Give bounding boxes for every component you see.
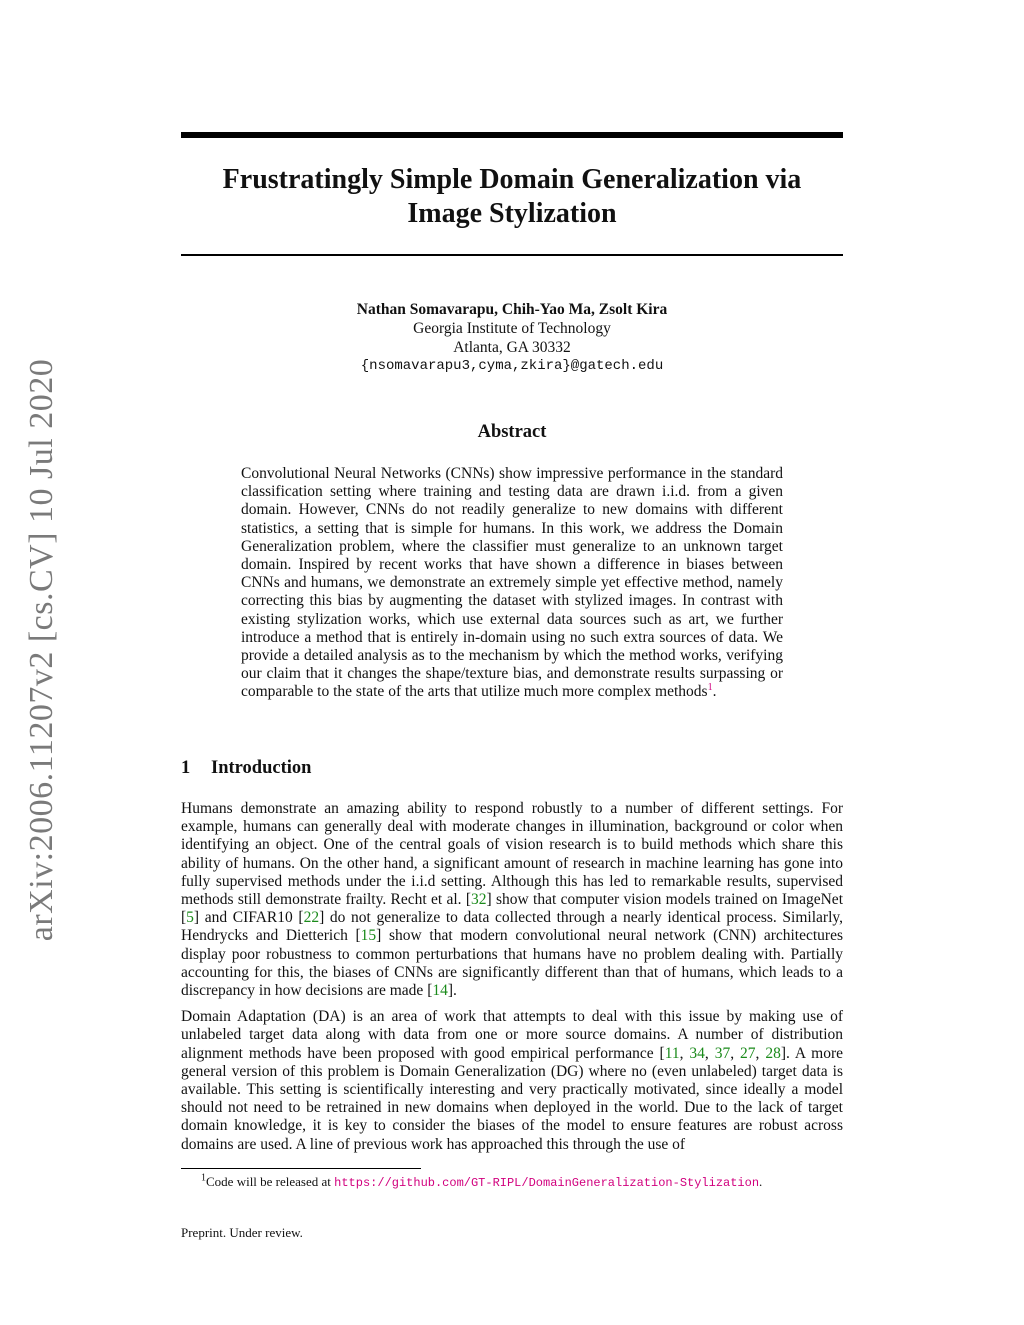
preprint-notice: Preprint. Under review. [181, 1225, 303, 1240]
text-span: ]. A more general version of this problem is Domain Generalization (DG) where no (even unlabeled) target data is available. This setting is scientifically interesting and very practically motivated, since ideally a model should not need to be retrained in new domains when deployed in the world. Due to the lack of target domain knowledge, it is key to consider the biases of the model to ensure features are robust across domains are used. A line of previous work has approached this through the use of [181, 1044, 844, 1153]
paragraph-1 [181, 800, 843, 1000]
text-span: Domain Adaptation (DA) is an area of work that attempts to deal with this issue by making use of unlabeled target data along with data from one or more source domains. A number of distribution alignment methods have been proposed with good empirical performance [ [181, 1008, 843, 1062]
paper-title [181, 163, 843, 231]
citation-sep: , [679, 1044, 690, 1062]
section-number: 1 [181, 758, 191, 778]
citation-link[interactable]: 32 [471, 891, 487, 909]
footnote-text: Code will be released at [206, 1174, 335, 1189]
author-affiliation: Georgia Institute of Technology [413, 320, 611, 337]
section-title: Introduction [211, 758, 312, 778]
text-span: ] show that modern convolutional neural network (CNN) architectures display poor robustness to common perturbations that humans have no problem dealing with. Partially accounting for this, the biases of CNNs are significantly different than that of humans, which leads to a discrepancy in how decisions are made [ [181, 927, 843, 1000]
footnote-url-link[interactable]: https://github.com/GT-RIPL/DomainGeneralization-Stylization [334, 1176, 760, 1190]
title-line-2: Image Stylization [407, 198, 617, 229]
citation-link[interactable]: 14 [432, 982, 448, 1000]
author-location: Atlanta, GA 30332 [453, 339, 571, 356]
footnote [181, 1174, 843, 1191]
abstract-heading: Abstract [477, 422, 547, 442]
author-email: {nsomavarapu3,cyma,zkira}@gatech.edu [360, 358, 664, 374]
text-span: ] show that computer vision models trained on ImageNet [ [181, 891, 843, 927]
abstract-body: Convolutional Neural Networks (CNNs) show impressive performance in the standard classification setting where training and testing data are drawn i.i.d. from a given domain. However, CNNs do not readily generalize to new domains with different statistics, a setting that is simple for humans. In this work, we address the Domain Generalization problem, where the classifier must generalize to an unknown target domain. Inspired by recent works that have shown a difference in biases between CNNs and humans, we demonstrate an extremely simple yet effective method, namely correcting this bias by augmenting the dataset with stylized images. In contrast with existing stylization works, which use external data sources such as art, we further introduce a method that is entirely in-domain using no such extra sources of data. We provide a detailed analysis as to the mechanism by which the method works, verifying our claim that it changes the shape/texture bias, and demonstrate results surpassing or comparable to the state of the arts that utilize much more complex methods [241, 465, 783, 701]
citation-link[interactable]: 22 [303, 909, 320, 927]
citation-sep: , [755, 1044, 766, 1062]
citation-link[interactable]: 28 [765, 1044, 781, 1062]
text-span: ] do not generalize to data collected through a nearly identical process. Similarly, Hendrycks and Dietterich [ [181, 909, 843, 945]
author-names: Nathan Somavarapu, Chih-Yao Ma, Zsolt Kira [356, 301, 668, 318]
author-block [181, 300, 843, 376]
footnote-rule [181, 1168, 421, 1169]
text-span: Humans demonstrate an amazing ability to respond robustly to a number of different settings. For example, humans can generally deal with moderate changes in illumination, background or color when identifying an object. One of the central goals of vision research is to build methods which share this ability of humans. On the other hand, a significant amount of research in machine learning has gone into fully supervised methods under the i.i.d setting. Although this has led to remarkable results, supervised methods still demonstrate frailty. Recht et al. [ [181, 800, 843, 909]
paragraph-2 [181, 1008, 843, 1154]
title-bottom-rule [181, 254, 843, 256]
citation-link[interactable]: 27 [740, 1044, 756, 1062]
text-span: ]. [447, 982, 457, 1000]
citation-sep: , [704, 1044, 715, 1062]
title-top-rule [181, 132, 843, 138]
abstract-end: . [712, 683, 717, 701]
citation-link[interactable]: 5 [186, 909, 194, 927]
introduction-body [181, 800, 843, 1162]
abstract-footnote-link[interactable]: 1 [707, 682, 713, 694]
citation-link[interactable]: 15 [360, 927, 377, 945]
footnote-mark: 1 [201, 1172, 206, 1184]
abstract-text [241, 465, 783, 702]
citation-sep: , [730, 1044, 741, 1062]
citation-link[interactable]: 37 [714, 1044, 731, 1062]
citation-link[interactable]: 11 [664, 1044, 680, 1062]
title-line-1: Frustratingly Simple Domain Generalization via [222, 164, 802, 195]
section-heading-introduction [181, 758, 311, 779]
citation-link[interactable]: 34 [689, 1044, 705, 1062]
footnote-end: . [759, 1174, 763, 1189]
arxiv-stamp: arXiv:2006.11207v2 [cs.CV] 10 Jul 2020 [23, 358, 60, 942]
text-span: ] and CIFAR10 [ [193, 909, 304, 927]
